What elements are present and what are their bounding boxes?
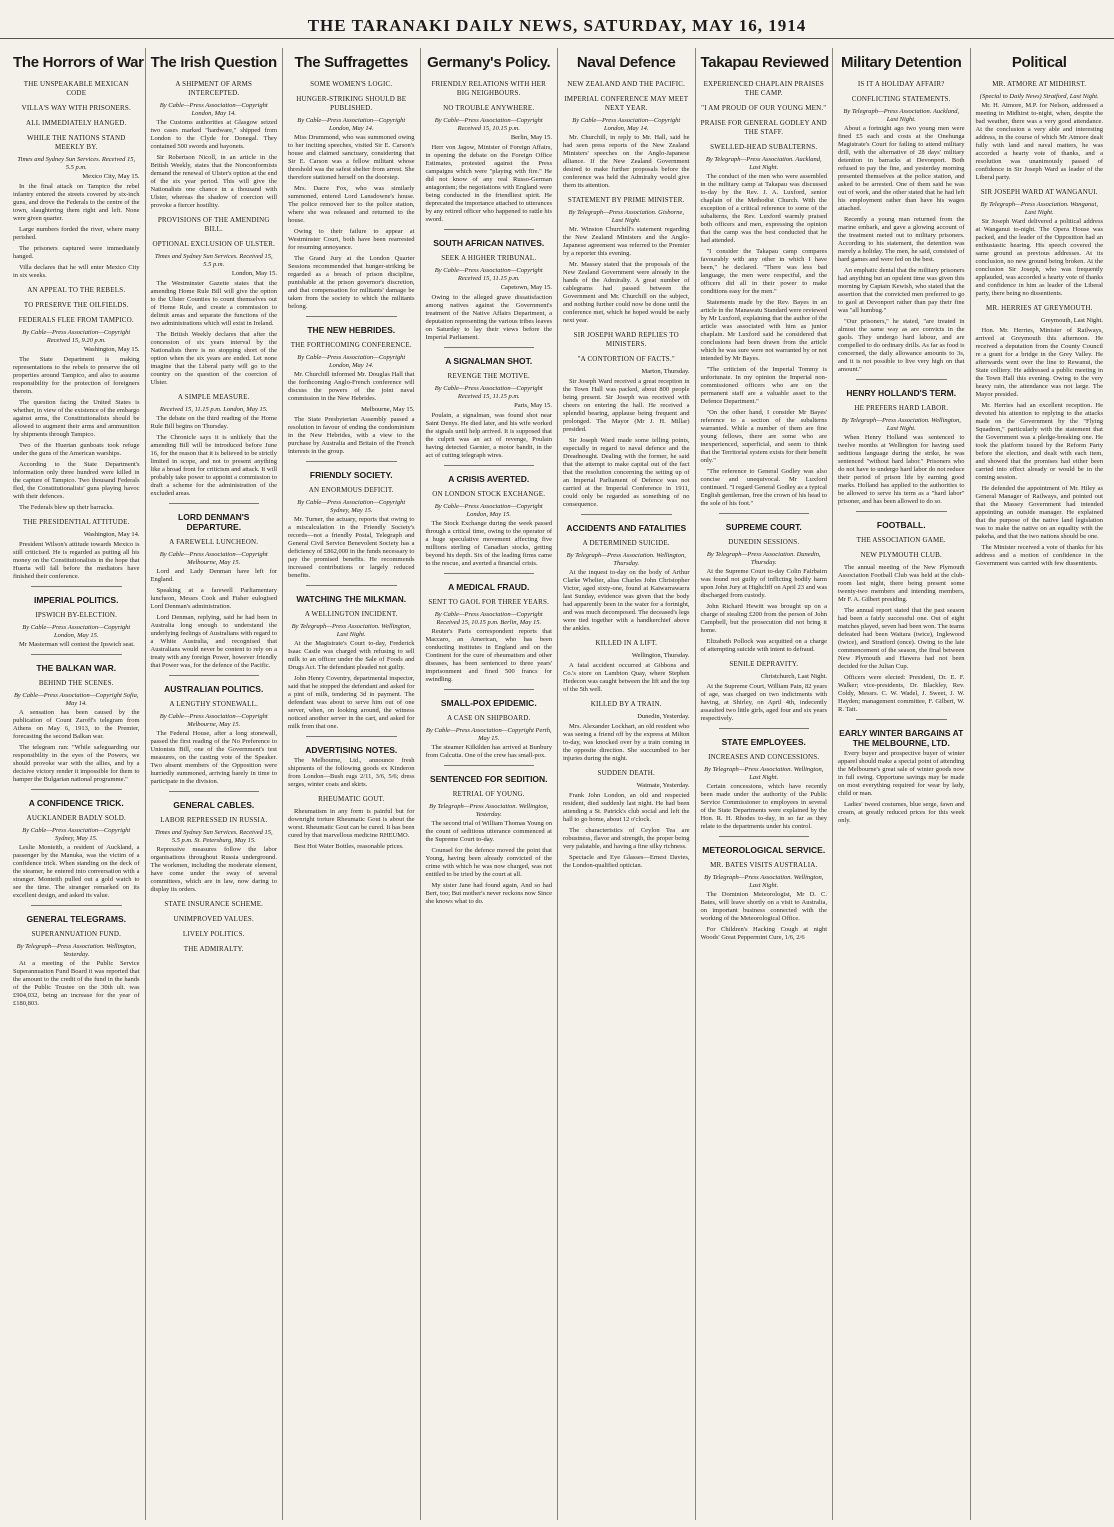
article-headline: EARLY WINTER BARGAINS AT THE MELBOURNE, LTD.	[839, 728, 964, 748]
dateline: Mexico City, May 15.	[82, 173, 140, 180]
article-subheading: SWELLED-HEAD SUBALTERNS.	[710, 143, 818, 151]
article-headline: AUSTRALIAN POLITICS.	[164, 684, 264, 694]
article-paragraph: The Minister received a vote of thanks for his address and a motion of confidence in the Government was carried with few dissentients.	[975, 544, 1103, 567]
article-subheading: REVENGE THE MOTIVE.	[447, 372, 530, 380]
article-subheading: AN ENORMOUS DEFICIT.	[308, 486, 394, 494]
article-paragraph: Best Hot Water Bottles, reasonable prices.	[294, 843, 404, 850]
article-subheading: IMPERIAL CONFERENCE MAY MEET NEXT YEAR.	[564, 95, 689, 112]
article-subheading: A FAREWELL LUNCHEON.	[169, 538, 259, 546]
article-headline: HENRY HOLLAND'S TERM.	[846, 388, 957, 398]
dateline: Dunedin, Yesterday.	[637, 713, 690, 720]
column-rule	[856, 379, 947, 380]
column-rule	[581, 514, 672, 515]
article-paragraph: A sensation has been caused by the publication of Count Zaroff's telegram from Athens on May 6, 1913, to the Premier, forecasting the second Balkan war.	[13, 709, 140, 740]
article-paragraph: Mr. Churchill, in reply to Mr. Hall, said he had seen press reports of the New Zealand Ministers' speeches on the Anglo-Japanese alliance. If the New Zealand Government desired to make further proposals before the conference was held the Admiralty would give them its attention.	[563, 134, 690, 189]
article-subheading: CONFLICTING STATEMENTS.	[851, 95, 951, 103]
article-subheading: THE ASSOCIATION GAME.	[856, 536, 946, 544]
article-paragraph: At a meeting of the Public Service Superannuation Fund Board it was reported that the amount to the credit of the fund in the hands of the Public Trustee on the 30th ult. was £904,032, being an increase for the year of £180,803.	[13, 960, 140, 1007]
article-paragraph: At the Supreme Court, William Pain, 82 years of age, was charged on two indictments with having, at Shirley, on April 4th, indecently assaulted two little girls, aged four and six years respectively.	[700, 683, 827, 722]
article-paragraph: Villa declares that he will enter Mexico City in six weeks.	[13, 264, 140, 279]
article-paragraph: Counsel for the defence moved the point that Young, having been already convicted of the crime with which he was now charged, was not entitled to be tried by the court at all.	[425, 847, 552, 878]
column-rule	[31, 654, 122, 655]
article-subheading: STATE INSURANCE SCHEME.	[164, 900, 264, 908]
article-subheading: NEW PLYMOUTH CLUB.	[860, 551, 943, 559]
article-subheading: KILLED BY A TRAIN.	[590, 700, 662, 708]
column-rule	[306, 461, 397, 462]
article-paragraph: The prisoners captured were immediately hanged.	[13, 245, 140, 260]
article-paragraph: Speaking at a farewell Parliamentary luncheon, Messrs Cook and Fisher eulogised Lord Denman's administration.	[150, 587, 277, 610]
article-subheading: A CASE ON SHIPBOARD.	[447, 714, 531, 722]
column-rule	[719, 728, 810, 729]
article-subheading: IPSWICH BY-ELECTION.	[35, 611, 118, 619]
article-headline: METEOROLOGICAL SERVICE.	[702, 845, 826, 855]
article-subheading: SOME WOMEN'S LOGIC.	[310, 80, 393, 88]
article-headline: SMALL-POX EPIDEMIC.	[440, 698, 537, 708]
press-byline: By Cable—Press Association—Copyright Melbourne, May 15.	[159, 551, 268, 566]
article-headline: A CONFIDENCE TRICK.	[28, 798, 124, 808]
article-subheading: UNIMPROVED VALUES.	[173, 915, 254, 923]
article-headline: FOOTBALL.	[876, 520, 926, 530]
press-byline: Times and Sydney Sun Services. Received 15, 5.5 p.m.	[154, 253, 273, 268]
article-subheading: SEEK A HIGHER TRIBUNAL.	[441, 254, 537, 262]
article-subheading: IS IT A HOLIDAY AFFAIR?	[857, 80, 945, 88]
article-paragraph: The annual meeting of the New Plymouth Association Football Club was held at the club-room last night, there being present some twenty-two members and intending members, Mr F. A. Gilbert presiding.	[838, 564, 965, 603]
article-subheading: STATEMENT BY PRIME MINISTER.	[567, 196, 685, 204]
article-subheading: FEDERALS FLEE FROM TAMPICO.	[18, 316, 134, 324]
column-headline: Takapau Reviewed	[700, 54, 829, 71]
column-rule	[856, 511, 947, 512]
article-subheading: VILLA'S WAY WITH PRISONERS.	[21, 104, 131, 112]
article-paragraph: Repressive measures follow the labor organisations throughout Russia underground. The workmen, including the moderate element, have come under the sway of several committees, which are in law, now daring to display its orders.	[150, 846, 277, 893]
article-subheading: THE UNSPEAKABLE MEXICAN CODE	[23, 80, 129, 97]
press-byline: By Cable—Press Association—Copyright London, May 14.	[297, 354, 406, 369]
column-takapau-reviewed	[696, 48, 834, 1520]
column-rule	[31, 789, 122, 790]
article-subheading: A LENGTHY STONEWALL.	[169, 700, 259, 708]
article-paragraph: Two of the Huertan gunboats took refuge under the guns of the American warships.	[13, 442, 140, 457]
article-subheading: DUNEDIN SESSIONS.	[728, 538, 800, 546]
article-paragraph: Spectacle and Eye Glasses—Ernest Davies, the London-qualified optician.	[563, 854, 690, 869]
article-paragraph: The steamer Kilkilden has arrived at Bunbury from Calcutta. One of the crew has small-pox.	[425, 744, 552, 759]
article-subheading: AUCKLANDER BADLY SOLD.	[26, 814, 126, 822]
article-headline: A CRISIS AVERTED.	[448, 474, 530, 484]
column-rule	[444, 573, 535, 574]
article-paragraph: The State Presbyterian Assembly passed a resolution in favour of ending the condominium in the New Hebrides, with a view to the purchase by Australia and Britain of the French interests in the group.	[288, 416, 415, 455]
article-subheading: SIR JOSEPH WARD REPLIES TO MINISTERS.	[573, 331, 679, 348]
column-rule	[719, 513, 810, 514]
dateline: Berlin, May 15.	[510, 134, 552, 141]
dateline: Capetown, May 15.	[500, 284, 552, 291]
dateline: Greymouth, Last Night.	[1040, 317, 1103, 324]
article-paragraph: Sir Joseph Ward received a great reception in the Town Hall was packed, about 800 people being present. Sir Joseph was received with cheers on entering the hall. He received a splendid hearing, applause being frequent and prolonged. The Mayor (Mr J. H. Millar) presided.	[563, 378, 690, 433]
column-rule	[31, 905, 122, 906]
press-byline: By Telegraph—Press Association. Wanganui, Last Night.	[980, 201, 1098, 216]
article-paragraph: The Stock Exchange during the week passed through a critical time, owing to the operator of a huge speculative movement affecting five millions sterling of Canadian stocks, getting beyond his depth. Six of the leading firms came to the rescue, and averted a financial crisis.	[425, 520, 552, 567]
article-paragraph: Sir Joseph Ward made some telling points, especially in regard to naval defence and the Dreadnought. Dealing with the former, he said that the attempt to make capital out of the fact that the resolution concerning the setting up of an Imperial Parliament of Defence was not carried at the Imperial Conference in 1911, could only be regarded as something of no consequence.	[563, 437, 690, 508]
article-paragraph: For Children's Hacking Cough at night Woods' Great Peppermint Cure, 1/6, 2/6	[700, 926, 827, 941]
article-paragraph: The conduct of the men who were assembled in the military camp at Takapau was discussed to-day by the Rev. J. A. Luxford, senior chaplain of the Methodist Church. With the exception of a critical reference to some of the subalterns, the Rev. Luxford warmly praised both officers and men, expressing the opinion that the camp was the best conducted that he had attended.	[700, 173, 827, 244]
article-paragraph: The Dominion Meteorologist, Mr D. C. Bates, will leave shortly on a visit to Australia, on important business connected with the working of the Meteorological Office.	[700, 891, 827, 922]
article-paragraph: "Our prisoners," he stated, "are treated in almost the same way as are convicts in the gaols. They undergo hard labour, and are compelled to do ordinary drills. As far as food is concerned, the daily allowance amounts to 3s, and it is not possible to live very high on that amount."	[838, 318, 965, 373]
article-paragraph: John Henry Coventry, departmental inspector, said that he stopped the defendant and asked for a pint of milk, tendering 3d in payment. The defendant was about to serve him out of one server, when, on looking around, the witness noticed another server in the cart, and asked for milk from that one.	[288, 675, 415, 730]
column-rule	[444, 347, 535, 348]
article-paragraph: Sir Robertson Nicoll, in an article in the British Weekly, states that the Nonconformists demand the renewal of Ulster's option at the end of the six year period. This will give the Nationalists one chance in a thousand with Ulster, whereas the shadow of coercion will provoke a fiercer hostility.	[150, 154, 277, 209]
article-headline: THE BALKAN WAR.	[36, 663, 117, 673]
press-byline: By Cable—Press Association—Copyright London, May 14.	[297, 117, 406, 132]
article-subheading: BEHIND THE SCENES.	[38, 679, 114, 687]
article-headline: A MEDICAL FRAUD.	[448, 582, 530, 592]
article-paragraph: Mr Masterman will contest the Ipswich seat.	[19, 641, 135, 648]
column-headline: The Horrors of War	[13, 54, 144, 71]
article-headline: A SIGNALMAN SHOT.	[445, 356, 533, 366]
article-subheading: "A CONTORTION OF FACTS."	[577, 355, 675, 363]
article-paragraph: Rheumatism in any form is painful but for downright torture Rheumatic Gout is about the worst. Rheumatic Gout can be cured. It has been cured by that marvellous medicine RHEUMO.	[288, 808, 415, 839]
article-paragraph: "On the other hand, I consider Mr Bayes' reference to a section of the subalterns warranted. While a number of them are fine young fellows, there are some who are inexperienced, superficial, and seem to think that the Territorial system exists for their benefit only."	[700, 409, 827, 464]
article-subheading: TO PRESERVE THE OILFIELDS.	[23, 301, 129, 309]
press-byline: By Telegraph—Press Association. Wellington, Last Night.	[841, 417, 961, 432]
press-byline: By Cable—Press Association—Copyright Perth, May 15.	[425, 727, 552, 742]
column-rule	[306, 316, 397, 317]
article-paragraph: The Federals blew up their barracks.	[19, 504, 114, 511]
column-rule	[169, 675, 260, 676]
article-subheading: LIVELY POLITICS.	[182, 930, 245, 938]
article-headline: SENTENCED FOR SEDITION.	[429, 774, 548, 784]
column-rule	[306, 736, 397, 737]
article-headline: SOUTH AFRICAN NATIVES.	[433, 238, 545, 248]
press-byline: By Telegraph—Press Association. Auckland, Last Night.	[843, 108, 960, 123]
article-paragraph: Certain concessions, which have recently been made under the authority of the Public Service Commissioner to employees in several of the State Departments were explained by the Hon. R. H. Rhodes to-day, in so far as they relate to the departments under his control.	[700, 783, 827, 830]
column-political	[971, 48, 1109, 1520]
article-paragraph: The State Department is making representations to the rebels to preserve the oil properties around Tampico, and also to assume responsibility for the protection of foreigners therein.	[13, 356, 140, 395]
article-paragraph: At the Magistrate's Court to-day, Frederick Isaac Castle was charged with refusing to sell milk to an officer under the Sale of Foods and Drugs Act. The defendant pleaded not guilty.	[288, 640, 415, 671]
article-headline: IMPERIAL POLITICS.	[34, 595, 119, 605]
press-byline: By Cable—Press Association—Copyright Sydney, May 15.	[297, 499, 406, 514]
article-headline: STATE EMPLOYEES.	[721, 737, 806, 747]
article-paragraph: A fatal accident occurred at Gibbons and Co.'s store on Lambton Quay, where Stephen Hedecon was caught between the lift and the top of the 5th well.	[563, 662, 690, 693]
press-byline: By Telegraph—Press Association. Auckland, Last Night.	[705, 156, 822, 171]
article-paragraph: Herr von Jagow, Minister of Foreign Affairs, in opening the debate on the Foreign Office Estimates, protested against the Press campaigns which were "playing with fire." He did not know of any real Russo-German antagonism; the negotiations with England were being conducted in the friendliest spirit. He deprecated the importance attached to utterances by any retired officer who happened to rattle his sword.	[425, 144, 553, 223]
press-byline: By Cable—Press Association—Copyright Sofia, May 14.	[13, 692, 139, 707]
article-paragraph: The British Weekly declares that after the concession of six years interval by the Nationalists there is no stopping short of the option when the six years are ended. Let none imagine that the Liberal party will go to the country on the question of the coercion of Ulster.	[150, 331, 277, 386]
article-paragraph: Frank John London, an old and respected resident, died suddenly last night. He had been attending a St. Patrick's club social and left the hall to go home, about 12 o'clock.	[563, 792, 690, 823]
article-subheading: ON LONDON STOCK EXCHANGE.	[432, 490, 546, 498]
article-paragraph: In the final attack on Tampico the rebel infantry entered the streets covered by six-inch guns, and drove the Federals to the centre of the town, slaughtering them right and left. None were given quarter.	[13, 183, 140, 222]
article-paragraph: Lord Denman, replying, said he had been in Australia long enough to understand the underlying feelings of Australians with regard to a White Australia, and recognised that Australians would never be content to rely on a treaty with any foreign Power, however friendly that Power was, for the defence of the Pacific.	[150, 614, 277, 669]
masthead: THE TARANAKI DAILY NEWS, SATURDAY, MAY 16, 1914	[0, 16, 1114, 39]
article-headline: SUPREME COURT.	[725, 522, 802, 532]
column-headline: Military Detention	[841, 54, 962, 71]
dateline: Melbourne, May 15.	[361, 406, 415, 413]
article-subheading: AN APPEAL TO THE REBELS.	[27, 286, 126, 294]
column-rule	[31, 586, 122, 587]
article-paragraph: Ladies' tweed costumes, blue serge, fawn and cream, at greatly reduced prices for this week only.	[838, 801, 965, 824]
article-paragraph: Mr. H. Atmore, M.P. for Nelson, addressed a meeting in Midhirst to-night, when, despite the bad weather, there was a very good attendance. At the conclusion a very able and interesting address, in the course of which Mr Atmore dealt fully with land and naval matters, he was accorded a hearty vote of thanks, and a resolution was unanimously passed of confidence in Sir Joseph Ward as leader of the Liberal party.	[975, 102, 1103, 181]
article-subheading: LABOR REPRESSED IN RUSSIA.	[160, 816, 268, 824]
article-paragraph: Officers were elected: President, Dr. E. F. Walker; vice-presidents, Dr. Blackley, Rev. Coldy, Messrs. C. W. Wadel, J. Sweet, J. W. Hayden; management committee, F. Gilbert, W. R. Tait.	[838, 674, 965, 713]
article-subheading: PRAISE FOR GENERAL GODLEY AND THE STAFF.	[700, 119, 827, 136]
column-rule	[856, 719, 947, 720]
article-paragraph: Lord and Lady Denman have left for England.	[150, 568, 277, 583]
column-germanys-policy	[421, 48, 559, 1520]
article-subheading: EXPERIENCED CHAPLAIN PRAISES THE CAMP.	[703, 80, 824, 97]
article-subheading: THE ADMIRALTY.	[183, 945, 244, 953]
press-byline: By Telegraph—Press Association. Wellington, Yesterday.	[429, 803, 549, 818]
article-headline: ADVERTISING NOTES.	[305, 745, 398, 755]
dateline: Paris, May 15.	[514, 402, 552, 409]
article-paragraph: My sister Jane had found again, And so had Bert, too; But mother's never reckons now Since she knows what to do.	[425, 882, 552, 905]
article-paragraph: Statements made by the Rev. Bayes in an article in the Manawatu Standard were reviewed by Mr Luxford, explaining that the author of the article was associated with him as junior chaplain. Mr Luxford said he considered that conclusions had been drawn from the article which he was sure were not warranted by or not intended by Mr Bayes.	[700, 299, 827, 362]
dateline: Wellington, Thursday.	[631, 652, 690, 659]
column-headline: Germany's Policy.	[427, 54, 551, 71]
article-subheading: "I AM PROUD OF OUR YOUNG MEN."	[701, 104, 827, 112]
article-paragraph: Mr. Churchill informed Mr. Douglas Hall that the forthcoming Anglo-French conference will discuss the powers of the joint naval commission in the New Hebrides.	[288, 371, 415, 402]
article-paragraph: According to the State Department's information only three hundred were killed in the capture of Tampico. Two thousand Federals fled, the Constitutionalists' guns playing havoc with their defences.	[13, 461, 140, 500]
article-paragraph: The Westminster Gazette states that the amending Home Rule Bill will give the option to the Ulster Counties to count themselves out of Home Rule, and create a commission to delimit areas and separate the functions of the two administrations which will exist in Ireland.	[150, 280, 277, 327]
article-subheading: A SIMPLE MEASURE.	[177, 393, 250, 401]
press-byline: By Telegraph—Press Association. Wellington, Last Night.	[704, 766, 824, 781]
article-headline: GENERAL TELEGRAMS.	[26, 914, 126, 924]
article-subheading: SENT TO GAOL FOR THREE YEARS.	[428, 598, 550, 606]
dateline: Marton, Thursday.	[641, 368, 690, 375]
article-paragraph: "I consider the Takapau camp compares favourably with any other in which I have been," he declared. "There was less bad language, the men were respectful, and the officers did all in their power to make conditions easy for the men."	[700, 248, 827, 295]
article-paragraph: "The reference to General Godley was also concise and unequivocal. Mr Luxford continued. "I regard General Godley as a typical English gentleman, free the crown of his head to the sole of his foot."	[700, 468, 827, 507]
press-byline: By Telegraph—Press Association. Gisborne, Last Night.	[568, 209, 684, 224]
article-paragraph: "The criticism of the Imperial Tommy is unfortunate. In my opinion the Imperial non-commissioned officers who are on the permanent staff are a valuable asset to the Defence Department."	[700, 366, 827, 405]
article-paragraph: The Federal House, after a long stonewall, passed the first reading of the No Preference to Unionists Bill, one of the Government's test measures, on the casting vote of the Speaker. Two absent members of the Opposition were hurriedly summoned, arriving barely in time to participate in the division.	[150, 730, 277, 785]
press-byline: By Cable—Press Association—Copyright Received 15, 10.15 p.m. Berlin, May 15.	[434, 611, 543, 626]
article-subheading: RHEUMATIC GOUT.	[318, 795, 385, 803]
column-rule	[169, 791, 260, 792]
dateline: Waimate, Yesterday.	[636, 782, 690, 789]
press-byline: By Telegraph—Press Association. Dunedin, Thursday.	[706, 551, 821, 566]
article-subheading: SENILE DEPRAVITY.	[729, 660, 799, 668]
column-headline: The Irish Question	[150, 54, 277, 71]
article-paragraph: An emphatic denial that the military prisoners had anything but an opulent time was given this morning by Captain Kewish, who stated that the assertion that the convicted men preferred to go to gaol at Devonport rather than pay their fine was "all humbug."	[838, 267, 965, 314]
press-byline: By Telegraph—Press Association. Wellington, Thursday.	[566, 552, 686, 567]
article-subheading: HE PREFERS HARD LABOR.	[854, 404, 949, 412]
article-subheading: WHILE THE NATIONS STAND MEEKLY BY.	[26, 134, 126, 151]
article-subheading: SIR JOSEPH WARD AT WANGANUI.	[980, 188, 1098, 196]
column-military-detention	[833, 48, 971, 1520]
article-paragraph: Large numbers forded the river, where many perished.	[13, 226, 140, 241]
press-byline: By Cable—Press Association—Copyright London, May 15.	[434, 503, 543, 518]
column-rule	[719, 836, 810, 837]
article-subheading: INCREASES AND CONCESSIONS.	[708, 753, 820, 761]
article-paragraph: The characteristics of Ceylon Tea are robustness, flavor and strength, the proper being very palatable, and having a fine silky richness.	[563, 827, 690, 850]
article-subheading: A DETERMINED SUICIDE.	[582, 539, 670, 547]
article-paragraph: About a fortnight ago two young men were fined £5 each and costs at the Onehunga Magistrate's Court for failing to attend military drill, with the alternative of 28 days' military detention in barracks at Devonport. Both refused to pay the fine, and yesterday morning presented themselves at the police station, and asked to be arrested. One of them said he was out of work, and the other stated that he had left his employment rather than have his wages attached.	[838, 125, 965, 212]
article-headline: WATCHING THE MILKMAN.	[296, 594, 407, 604]
article-paragraph: Reuter's Paris correspondent reports that Maccaro, an American, who has been conducting institutes in England and on the Continent for the cure of rheumatism and other diseases, has been sentenced to three years' imprisonment and fined 500 francs for swindling.	[425, 628, 552, 683]
article-subheading: FRIENDLY RELATIONS WITH HER BIG NEIGHBOURS.	[431, 80, 547, 97]
article-paragraph: Poulain, a signalman, was found shot near Saint Denys. He died later, and his wife worked the signals until help arrived. It is supposed that the culprit was an act of revenge, Poulain having detected Garnier, a motor bandit, in the act of cutting telegraph wires.	[425, 412, 552, 459]
press-byline: Times and Sydney Sun Services. Received 15, 5.5 p.m.	[17, 156, 136, 171]
press-byline: Received 15, 11.15 p.m. London, May 15.	[159, 406, 268, 413]
press-byline: Times and Sydney Sun Services. Received 15, 5.5 p.m. St. Petersburg, May 15.	[154, 829, 273, 844]
dateline: London, May 15.	[231, 270, 277, 277]
article-paragraph: Recently a young man returned from the marine embark, and gave a glowing account of the treatment meted out to military prisoners. According to his statement, the detention was merely a holiday. The men, he said, consisted of hard games and were fed on the best.	[838, 216, 965, 263]
article-paragraph: The second trial of William Thomas Young on the count of seditious utterance commenced at the Supreme Court to-day.	[425, 820, 552, 843]
column-rule	[444, 689, 535, 690]
column-headline: Naval Defence	[576, 54, 676, 71]
column-horrors-of-war	[8, 48, 146, 1520]
article-headline: ACCIDENTS AND FATALITIES	[566, 523, 687, 533]
article-paragraph: When Henry Holland was sentenced to twelve months at Wellington for having used seditious language during the strike, he was sentenced "without hard labor." Prisoners who do not have to undergo hard labor do not reduce their period of prison life by earning good marks. Holland has applied to the authorities to be allowed to serve his term as a "hard labor" prisoner, and has been allowed to do so.	[838, 434, 965, 505]
press-byline: By Cable—Press Association—Copyright London, May 14.	[159, 102, 268, 117]
article-headline: FRIENDLY SOCIETY.	[309, 470, 393, 480]
article-headline: LORD DENMAN'S DEPARTURE.	[178, 512, 250, 532]
column-rule	[169, 503, 260, 504]
article-paragraph: Elizabeth Pollock was acquitted on a charge of attempting suicide with intent to defraud.	[700, 638, 827, 653]
article-paragraph: The Customs authorities at Glasgow seized two cases marked "hardware," shipped from London to the Clyde for Donegal. They contained 500 swords and bayonets.	[150, 119, 277, 150]
press-byline: By Cable—Press Association—Copyright Received 15, 11.15 p.m.	[434, 267, 543, 282]
press-byline: (Special to Daily News) Stratford, Last Night.	[979, 93, 1099, 100]
article-paragraph: Mr. Massey stated that the proposals of the New Zealand Government were already in the hands of the Admiralty. A great number of cablegrams had passed between the Government and Mr. Churchill on the subject, and nothing further could now be done until the conference met, which he hoped would be early next year.	[563, 261, 690, 324]
article-headline: THE NEW HEBRIDES.	[307, 325, 396, 335]
dateline: Washington, May 15.	[83, 346, 140, 353]
article-subheading: KILLED IN A LIFT.	[595, 639, 658, 647]
article-paragraph: Mrs. Alexander Lockhart, an old resident who was seeing a friend off by the express at Milton to-day, was knocked over by a train coming in the opposite direction. She succumbed to her injuries during the night.	[563, 723, 690, 762]
press-byline: By Cable—Press Association—Copyright Received 15, 9.20 p.m.	[22, 329, 131, 344]
article-paragraph: Owing to their failure to appear at Westminster Court, both have been rearrested for resuming annoyance.	[288, 228, 415, 251]
article-headline: GENERAL CABLES.	[173, 800, 255, 810]
article-paragraph: The Melbourne, Ltd., announce fresh shipments of the following goods ex Kinderon from London—Bush rugs 2/11, 3/6, 5/6; dress serges, winter coats and skirts.	[288, 757, 415, 788]
article-paragraph: Mrs. Dacre Fox, who was similarly summoned, entered Lord Lansdowne's house. The police removed her to the police station, where she was released and returned to the house.	[288, 185, 415, 224]
dateline: Christchurch, Last Night.	[760, 673, 827, 680]
article-subheading: HUNGER-STRIKING SHOULD BE PUBLISHED.	[296, 95, 407, 112]
article-subheading: MR. BATES VISITS AUSTRALIA.	[710, 861, 818, 869]
column-suffragettes	[283, 48, 421, 1520]
article-paragraph: Leslie Monteith, a resident of Auckland, a passenger by the Manuka, was the victim of a confidence trick. When standing on the deck of the steamer, he entered into conversation with a stranger. Monteith pulled out a gold watch to see the time. The stranger remarked on its excellent design, and asked its value.	[13, 844, 140, 899]
press-byline: By Cable—Press Association—Copyright London, May 15.	[22, 624, 131, 639]
column-irish-question	[146, 48, 284, 1520]
article-subheading: SUDDEN DEATH.	[597, 769, 655, 777]
article-subheading: PROVISIONS OF THE AMENDING BILL.	[157, 216, 270, 233]
article-subheading: MR. ATMORE AT MIDHIRST.	[992, 80, 1087, 88]
article-subheading: THE PRESIDENTIAL ATTITUDE.	[22, 518, 130, 526]
column-headline: The Suffragettes	[294, 54, 409, 71]
press-byline: By Cable—Press Association—Copyright Received 15, 10.15 p.m.	[434, 117, 543, 132]
article-subheading: RETRIAL OF YOUNG.	[452, 790, 525, 798]
article-subheading: A WELLINGTON INCIDENT.	[304, 610, 398, 618]
column-rule	[444, 465, 535, 466]
article-paragraph: The debate on the third reading of the Home Rule Bill begins on Thursday.	[150, 415, 277, 430]
article-paragraph: Mr. Winston Churchill's statement regarding the New Zealand Ministers and the Anglo-Japanese agreement was referred to the Premier by a reporter this evening.	[563, 226, 690, 257]
column-rule	[444, 765, 535, 766]
article-paragraph: The question facing the United States is whether, in view of the existence of the embargo against arms, the Constitutionalists should be allowed to augment their arms and ammunition by shipments through Tampico.	[13, 399, 140, 438]
press-byline: By Telegraph—Press Association. Wellington, Yesterday.	[16, 943, 136, 958]
article-subheading: SUPERANNUATION FUND.	[31, 930, 122, 938]
article-paragraph: Owing to the alleged grave dissatisfaction among natives against the Government's treatment of the Native Affairs Department, a deputation representing the various tribes leaves on Saturday to lay their views before the Imperial Parliament.	[425, 294, 552, 341]
article-paragraph: Mr. Herries had an excellent reception. He devoted his attention to replying to the attacks made on the Government by the "Flying Squadron," particularly with the statement that the Government was a pledge-breaking one. He took the platform issued by the Reform Party before the election, and dealt with each item, and showed that the promises had either been carried into effect already or would be in the coming session.	[975, 402, 1103, 481]
article-subheading: ALL IMMEDIATELY HANGED.	[26, 119, 127, 127]
column-rule	[444, 229, 535, 230]
article-paragraph: The Chronicle says it is unlikely that the amending Bill will be introduced before June 16, for the reason that it is believed to be strictly limited in scope, and not to present anything like a broad front for criticism and attack. It will probably take power to appoint a commission to draft a scheme for the administration of the excluded areas.	[150, 434, 277, 497]
article-subheading: A SHIPMENT OF ARMS INTERCEPTED.	[175, 80, 253, 97]
press-byline: By Telegraph—Press Association. Wellington, Last Night.	[291, 623, 411, 638]
press-byline: By Telegraph—Press Association. Wellington, Last Night.	[704, 874, 824, 889]
article-subheading: NEW ZEALAND AND THE PACIFIC.	[567, 80, 686, 88]
article-paragraph: Sir Joseph Ward delivered a political address at Wanganui to-night. The Opera House was packed, and the leader of the Opposition had an enthusiastic hearing. His speech covered the same ground as previous addresses. At its conclusion, no new ground being broken. At the conclusion Sir Joseph, who was frequently applauded, was accorded a hearty vote of thanks and confidence in him as leader of the Liberal party, there being no dissentients.	[975, 218, 1103, 297]
article-paragraph: Every buyer and prospective buyer of winter apparel should make a special point of attending the Melbourne's great sale of winter goods now in full swing. Opportune savings may be made on most everything required for wear by lady, child or man.	[838, 750, 965, 797]
press-byline: By Cable—Press Association—Copyright London, May 14.	[572, 117, 681, 132]
dateline: Washington, May 14.	[83, 531, 140, 538]
article-subheading: THE FORTHCOMING CONFERENCE.	[290, 341, 412, 349]
press-byline: By Cable—Press Association—Copyright Received 15, 11.15 p.m.	[434, 385, 543, 400]
article-subheading: MR. HERRIES AT GREYMOUTH.	[985, 304, 1093, 312]
column-rule	[306, 585, 397, 586]
article-paragraph: Hon. Mr. Herries, Minister of Railways, arrived at Greymouth this afternoon. He received a deputation from the County Council re a grant for a bridge in the Grey Valley. He afterwards went over the line to Rewanui, the State colliery. He addressed a public meeting in the Town Hall this evening. Owing to the very heavy rain, the attendance was not large. The Mayor presided.	[975, 327, 1103, 398]
article-paragraph: At the inquest to-day on the body of Arthur Clarke Whelier, alias Charles John Christopher Victor, aged sixty-one, found at Kaiwarrawarra last Sunday, evidence was given that the body had apparently been in the water for a fortnight, and was much decomposed. The deceased's legs were tied together with a handkerchief above the ankles.	[563, 569, 690, 632]
article-paragraph: Miss Drummond, who was summoned owing to her inciting speeches, visited Sir E. Carson's house and claimed sanctuary, considering that Sir E. Carson was a fellow militant whose threshold was the safest shelter from arrest. She therefore stationed herself on the doorstep.	[288, 134, 415, 181]
column-headline: Political	[1011, 54, 1067, 71]
press-byline: By Cable—Press Association—Copyright Sydney, May 15.	[22, 827, 131, 842]
article-paragraph: John Richard Hewitt was brought up on a charge of stealing £200 from the person of John Campbell, but the prosecution did not bring it home.	[700, 603, 827, 634]
article-paragraph: The annual report stated that the past season had been a fairly successful one. Out of eight matches played, seven had been won. The teams defeated had been Waitara (twice), Inglewood (twice), and Stratford (once). Owing to the late commencement of the season, the final between New Plymouth and Hawera had not been decided for the Julian Cup.	[838, 607, 965, 670]
article-paragraph: President Wilson's attitude towards Mexico is still criticised. He is regarded as putting all his money on the Constitutionalists in the hope that Huerta will fall before the mediators have finished their conference.	[13, 541, 140, 580]
article-paragraph: Mr. Turner, the actuary, reports that owing to a miscalculation in the Friendly Society's records—not a friendly Postal, Telegraph and General Civil Service Benevolent Society has a deficiency of £862,000 in the funds necessary to pay the promised benefits. He recommends increased contributions or largely reduced benefits.	[288, 516, 415, 579]
article-paragraph: At the Supreme Court to-day Colin Fairbairn was found not guilty of inflicting bodily harm upon John Jury at Highcliff on April 23 and was discharged from custody.	[700, 568, 827, 599]
article-subheading: OPTIONAL EXCLUSION OF ULSTER.	[152, 240, 276, 248]
column-naval-defence	[558, 48, 696, 1520]
article-paragraph: The telegram ran: "While safeguarding our responsibility in the eyes of the Powers, we should provoke war with the allies, and by a decisive victory render it impossible for them to hamper the Bulgarian national programme."	[13, 744, 140, 783]
press-byline: By Cable—Press Association—Copyright Melbourne, May 15.	[159, 713, 268, 728]
article-paragraph: The Grand Jury at the London Quarter Sessions recommended that hunger-striking be regarded as a breach of prison discipline, punishable at the prison governor's discretion, and that compensation for militants' damage be taken from the society to which the militants belong.	[288, 255, 415, 310]
article-paragraph: He defended the appointment of Mr. Hiley as General Manager of Railways, and pointed out that the Massey Government had intended appointing an outside manager. He explained that the purpose of the native land legislation was to make the native on an equality with the pakeha, and that the two nations should be one.	[975, 485, 1103, 540]
article-subheading: NO TROUBLE ANYWHERE.	[443, 104, 535, 112]
columns-container	[8, 48, 1108, 1520]
